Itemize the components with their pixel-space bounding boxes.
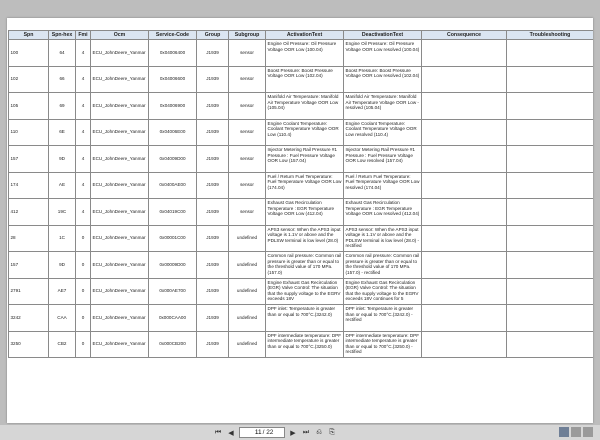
fullscreen-icon[interactable] — [583, 427, 593, 437]
table-cell: ECU_JohnDeere_Yanmar — [91, 40, 149, 67]
table-cell: Fuel / Return Fuel Temperature: Fuel Temperature Voltage OOR Low (174.04) — [266, 172, 344, 199]
table-cell — [507, 331, 594, 358]
table-cell: 0 — [76, 278, 91, 305]
table-cell: 9D — [49, 146, 76, 173]
table-cell: sensor — [229, 40, 266, 67]
table-cell: 0 — [76, 252, 91, 279]
table-cell: 3242 — [9, 305, 49, 332]
table-cell: ECU_JohnDeere_Yanmar — [91, 119, 149, 146]
table-cell: DPF intermediate temperature: DPF intermediate temperature is greater than or equal to 700°C.(3250.0) — [266, 331, 344, 358]
table-cell: 4 — [76, 40, 91, 67]
table-cell: 0x000CB200 — [149, 331, 197, 358]
table-row — [9, 146, 594, 173]
table-cell: J1939 — [197, 172, 229, 199]
column-header: Subgroup — [229, 31, 266, 40]
table-cell: sensor — [229, 146, 266, 173]
table-cell: J1939 — [197, 146, 229, 173]
table-cell: Common rail pressure: Common rail pressure is greater than or equal to the threshold value of 170 MPa. (157.0) - rectified — [344, 252, 422, 279]
table-row — [9, 305, 594, 332]
table-cell: undefined — [229, 331, 266, 358]
table-row — [9, 93, 594, 120]
table-cell: Exhaust Gas Recirculation Temperature : EGR Temperature Voltage OOR Low (412.04) — [266, 199, 344, 226]
table-cell: 19C — [49, 199, 76, 226]
table-cell: Engine Coolant Temperature: Coolant Temperature Voltage OOR Low resolved (110.4) — [344, 119, 422, 146]
table-row — [9, 225, 594, 252]
zoom-icon[interactable] — [571, 427, 581, 437]
table-cell: 102 — [9, 66, 49, 93]
next-page-icon[interactable]: ▶ — [290, 428, 296, 437]
table-cell: 105 — [9, 93, 49, 120]
column-header: ActivationText — [266, 31, 344, 40]
table-cell: J1939 — [197, 66, 229, 93]
table-cell: 3250 — [9, 331, 49, 358]
table-cell — [507, 278, 594, 305]
table-cell: CAA — [49, 305, 76, 332]
table-cell: 66 — [49, 66, 76, 93]
previous-view-icon[interactable]: ⎌ — [316, 428, 322, 436]
table-cell: Engine Oil Pressure: Oil Pressure Voltage OOR Low (100.04) — [266, 40, 344, 67]
table-cell: J1939 — [197, 331, 229, 358]
table-cell: 0x000CAA00 — [149, 305, 197, 332]
view-mode-icon[interactable] — [559, 427, 569, 437]
table-row — [9, 66, 594, 93]
column-header: Group — [197, 31, 229, 40]
table-cell: DPF intermediate temperature: DPF intermediate temperature is greater than or equal to 700°C.(3250.0) - rectified — [344, 331, 422, 358]
table-cell: AE — [49, 172, 76, 199]
table-cell: 4 — [76, 66, 91, 93]
table-cell: undefined — [229, 305, 266, 332]
table-cell: 100 — [9, 40, 49, 67]
table-cell: J1939 — [197, 278, 229, 305]
table-cell: Boost Pressure: Boost Pressure Voltage OOR Low resolved (102.04) — [344, 66, 422, 93]
previous-page-icon[interactable]: ◀ — [228, 428, 234, 437]
table-cell: Manifold Air Temperature: Manifold Air Temperature Voltage OOR Low - resolved (105.04) — [344, 93, 422, 120]
table-cell — [507, 305, 594, 332]
table-cell — [422, 146, 507, 173]
table-cell: sensor — [229, 93, 266, 120]
table-cell: Injector Metering Rail Pressure #1 Pressure : Fuel Pressure Voltage OOR Low resolved (157.04) — [344, 146, 422, 173]
table-cell — [422, 172, 507, 199]
column-header: DeactivationText — [344, 31, 422, 40]
table-cell: sensor — [229, 172, 266, 199]
table-cell: 0x04019C00 — [149, 199, 197, 226]
table-cell: ECU_JohnDeere_Yanmar — [91, 305, 149, 332]
column-header: Spn-hex — [49, 31, 76, 40]
table-row — [9, 278, 594, 305]
table-cell: ECU_JohnDeere_Yanmar — [91, 146, 149, 173]
column-header: Consequence — [422, 31, 507, 40]
table-cell — [507, 225, 594, 252]
table-cell: 4 — [76, 93, 91, 120]
table-cell — [507, 93, 594, 120]
table-cell: 0x0400AE00 — [149, 172, 197, 199]
table-cell: undefined — [229, 278, 266, 305]
first-page-icon[interactable]: ⏮ — [214, 428, 222, 436]
table-cell: sensor — [229, 66, 266, 93]
table-cell: ECU_JohnDeere_Yanmar — [91, 225, 149, 252]
table-cell: J1939 — [197, 119, 229, 146]
table-cell: 0x04006400 — [149, 40, 197, 67]
column-header: Service-Code — [149, 31, 197, 40]
table-cell: APS3 sensor: When the APS3 input voltage is 1.1V or above and the PDLSW terminal is low level (28.0) - rectified — [344, 225, 422, 252]
table-cell: Boost Pressure: Boost Pressure Voltage OOR Low (102.04) — [266, 66, 344, 93]
table-header-row — [9, 31, 594, 40]
table-cell: 0x04009D00 — [149, 146, 197, 173]
table-cell — [507, 172, 594, 199]
table-cell: 0x04006900 — [149, 93, 197, 120]
table-cell: Engine Exhaust Gas Recirculation (EGR) Valve Control: The situation that the supply voltage to the EGRV exceeds 18V — [266, 278, 344, 305]
table-cell: 157 — [9, 252, 49, 279]
table-cell: 412 — [9, 199, 49, 226]
table-cell: 9D — [49, 252, 76, 279]
table-cell: Fuel / Return Fuel Temperature: Fuel Temperature Voltage OOR Low resolved (174.04) — [344, 172, 422, 199]
table-cell — [422, 252, 507, 279]
table-cell: 0 — [76, 305, 91, 332]
table-cell: 4 — [76, 172, 91, 199]
table-cell — [422, 199, 507, 226]
table-cell: 0x04006600 — [149, 66, 197, 93]
table-cell: DPF inlet: Temperature is greater than or equal to 700°C.(3242.0) - rectified — [344, 305, 422, 332]
table-cell: 110 — [9, 119, 49, 146]
table-cell: ECU_JohnDeere_Yanmar — [91, 278, 149, 305]
table-cell: 4 — [76, 119, 91, 146]
table-cell — [507, 40, 594, 67]
table-cell — [422, 66, 507, 93]
table-cell — [507, 146, 594, 173]
table-cell: 4 — [76, 199, 91, 226]
table-cell: J1939 — [197, 305, 229, 332]
table-cell: 69 — [49, 93, 76, 120]
table-cell: ECU_JohnDeere_Yanmar — [91, 331, 149, 358]
table-row — [9, 199, 594, 226]
last-page-icon[interactable]: ⏭ — [302, 428, 310, 436]
table-cell: J1939 — [197, 40, 229, 67]
table-cell: Engine Oil Pressure: Oil Pressure Voltage OOR Low resolved (100.04) — [344, 40, 422, 67]
table-cell: 28 — [9, 225, 49, 252]
table-cell: 0x000AE700 — [149, 278, 197, 305]
table-cell — [507, 252, 594, 279]
table-cell: J1939 — [197, 93, 229, 120]
table-cell: AE7 — [49, 278, 76, 305]
diagnostic-codes-table — [8, 30, 593, 358]
table-cell — [422, 119, 507, 146]
table-cell: CB2 — [49, 331, 76, 358]
table-cell — [422, 305, 507, 332]
table-cell: 6E — [49, 119, 76, 146]
table-row — [9, 252, 594, 279]
table-cell: 0 — [76, 331, 91, 358]
next-view-icon[interactable]: ⎘ — [329, 428, 335, 436]
table-cell: 0 — [76, 225, 91, 252]
table-cell: sensor — [229, 119, 266, 146]
table-cell: 2791 — [9, 278, 49, 305]
table-row — [9, 119, 594, 146]
table-cell: 174 — [9, 172, 49, 199]
table-cell: 0x00009D00 — [149, 252, 197, 279]
table-cell — [422, 40, 507, 67]
table-cell: Common rail pressure: Common rail pressure is greater than or equal to the threshold value of 170 MPa. (157.0) — [266, 252, 344, 279]
table-cell — [507, 199, 594, 226]
table-cell: 0x00001C00 — [149, 225, 197, 252]
table-cell: ECU_JohnDeere_Yanmar — [91, 199, 149, 226]
table-cell: undefined — [229, 225, 266, 252]
table-cell: J1939 — [197, 225, 229, 252]
table-cell: ECU_JohnDeere_Yanmar — [91, 252, 149, 279]
table-cell: Engine Exhaust Gas Recirculation (EGR) Valve Control: The situation that the supply voltage to the EGRV exceeds 18V continues for 5 — [344, 278, 422, 305]
page-number-input[interactable] — [251, 429, 262, 436]
column-header: Troubleshooting — [507, 31, 594, 40]
table-cell — [507, 119, 594, 146]
page-indicator — [239, 427, 285, 438]
column-header: Fmi — [76, 31, 91, 40]
table-cell: 4 — [76, 146, 91, 173]
table-row — [9, 172, 594, 199]
table-cell: Injector Metering Rail Pressure #1 Pressure : Fuel Pressure Voltage OOR Low (157.04) — [266, 146, 344, 173]
table-cell: undefined — [229, 252, 266, 279]
viewer-toolbar — [0, 425, 600, 440]
table-cell: J1939 — [197, 199, 229, 226]
table-cell — [422, 331, 507, 358]
table-cell — [507, 66, 594, 93]
table-cell: 0x04006E00 — [149, 119, 197, 146]
column-header: Ocm — [91, 31, 149, 40]
table-cell — [422, 225, 507, 252]
table-row — [9, 331, 594, 358]
table-row — [9, 40, 594, 67]
table-cell: 64 — [49, 40, 76, 67]
table-cell: APS3 sensor: When the APS3 input voltage is 1.1V or above and the PDLSW terminal is low level (28.0) — [266, 225, 344, 252]
table-cell: Exhaust Gas Recirculation Temperature : EGR Temperature Voltage OOR Low resolved (412.04) — [344, 199, 422, 226]
document-page — [7, 18, 593, 423]
column-header: Spn — [9, 31, 49, 40]
table-cell — [422, 93, 507, 120]
table-cell: DPF inlet: Temperature is greater than or equal to 700°C.(3242.0) — [266, 305, 344, 332]
table-cell — [422, 278, 507, 305]
table-cell: Engine Coolant Temperature: Coolant Temperature Voltage OOR Low (110.4) — [266, 119, 344, 146]
table-cell: ECU_JohnDeere_Yanmar — [91, 93, 149, 120]
table-cell: ECU_JohnDeere_Yanmar — [91, 66, 149, 93]
table-cell: 157 — [9, 146, 49, 173]
page-total: / 22 — [262, 429, 274, 436]
table-cell: ECU_JohnDeere_Yanmar — [91, 172, 149, 199]
table-cell: sensor — [229, 199, 266, 226]
table-cell: J1939 — [197, 252, 229, 279]
table-cell: 1C — [49, 225, 76, 252]
table-cell: Manifold Air Temperature: Manifold Air Temperature Voltage OOR Low (105.04) — [266, 93, 344, 120]
